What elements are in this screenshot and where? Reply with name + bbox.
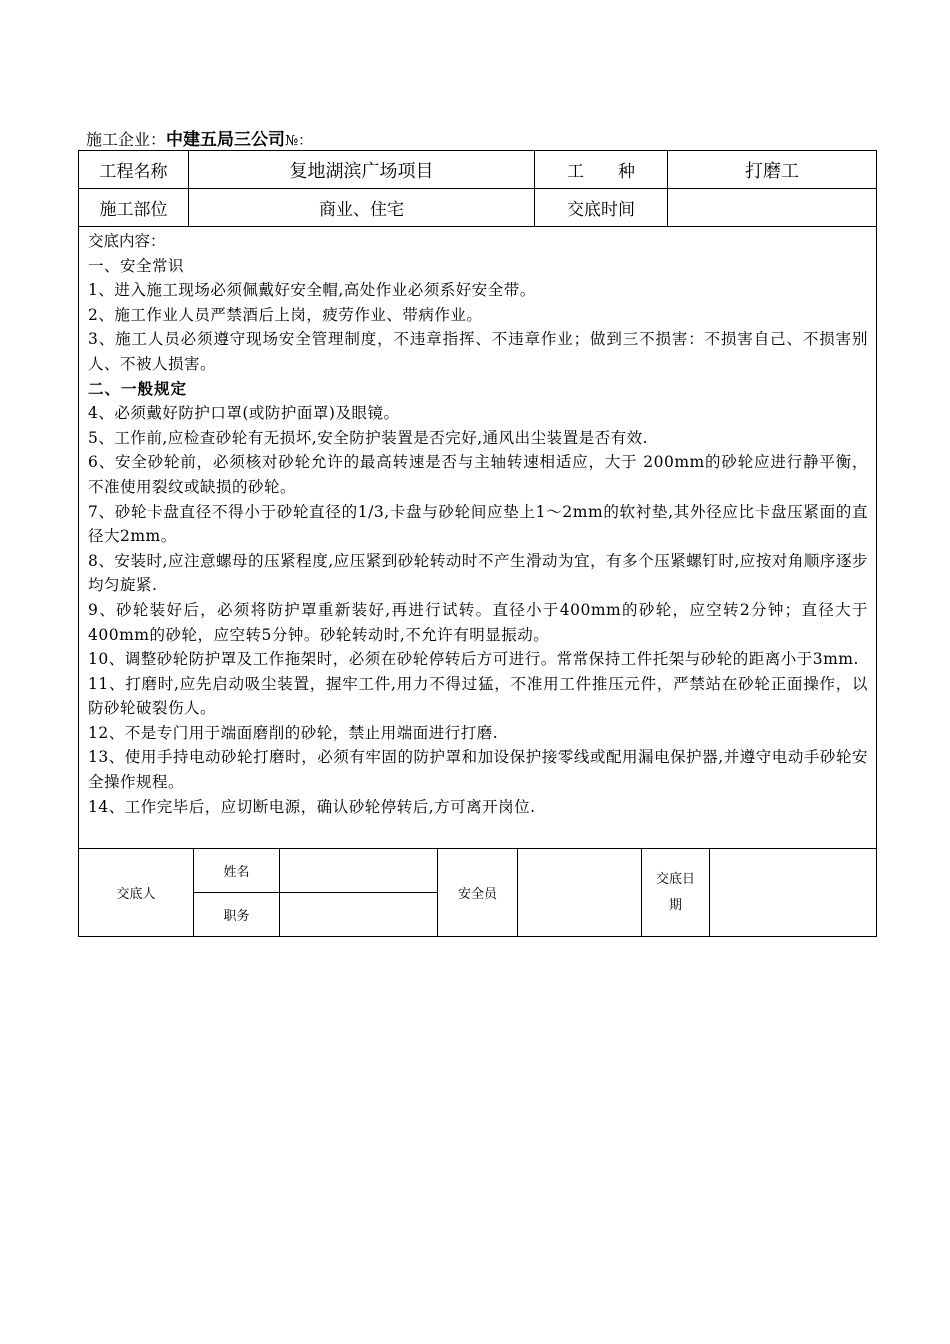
date-label-line-1: 交底日 — [655, 871, 695, 887]
number-label: №： — [285, 133, 313, 149]
signoff-row — [79, 849, 876, 936]
disclosure-time-value — [668, 189, 876, 226]
document-header — [86, 125, 312, 150]
disclosure-content — [79, 227, 876, 849]
project-name-value: 复地湖滨广场项目 — [189, 151, 535, 188]
disclosure-date-label — [642, 849, 710, 936]
content-line: 5、工作前,应检查砂轮有无损坏,安全防护装置是否完好,通风出尘装置是否有效. — [88, 428, 649, 447]
date-label-line-2: 期 — [668, 897, 682, 913]
content-line: 13、使用手持电动砂轮打磨时，必须有牢固的防护罩和加设保护接零线或配用漏电保护器,并遵守电动手砂轮安全操作规程。 — [88, 748, 868, 792]
company-name: 中建五局三公司 — [166, 130, 286, 150]
content-line: 3、施工人员必须遵守现场安全管理制度，不违章指挥、不违章作业；做到三不损害：不损害自己、不损害别人、不被人损害。 — [88, 330, 868, 373]
position-label: 职务 — [223, 909, 250, 924]
trade-value: 打磨工 — [745, 160, 799, 182]
discloser-label: 交底人 — [79, 849, 194, 936]
location-value: 商业、住宅 — [189, 189, 535, 226]
safety-officer-label: 安全员 — [438, 849, 518, 936]
safety-officer-value[interactable] — [518, 849, 642, 936]
content-line: 4、必须戴好防护口罩(或防护面罩)及眼镜。 — [88, 404, 400, 423]
trade-label: 工 种 — [535, 151, 668, 188]
content-heading: 交底内容： — [88, 232, 166, 250]
content-line: 8、安装时,应注意螺母的压紧程度,应压紧到砂轮转动时不产生滑动为宜，有多个压紧螺钉时,应按对角顺序逐步均匀旋紧. — [88, 551, 868, 595]
disclosure-form — [78, 150, 877, 937]
content-line: 10、调整砂轮防护罩及工作拖架时，必须在砂轮停转后方可进行。常常保持工件托架与砂轮的距离小于3mm. — [88, 650, 859, 669]
info-row-2 — [79, 189, 876, 227]
content-line: 7、砂轮卡盘直径不得小于砂轮直径的1/3,卡盘与砂轮间应垫上1～2mm的软衬垫,其外径应比卡盘压紧面的直径大2mm。 — [88, 502, 868, 546]
company-label: 施工企业： — [86, 130, 167, 149]
content-line: 9、砂轮装好后，必须将防护罩重新装好,再进行试转。直径小于400mm的砂轮，应空转2分钟；直径大于400mm的砂轮，应空转5分钟。砂轮转动时,不允许有明显振动。 — [88, 600, 868, 644]
project-name-label: 工程名称 — [79, 151, 189, 188]
position-value[interactable] — [280, 893, 437, 936]
content-line: 一、安全常识 — [88, 256, 185, 275]
discloser-field-values — [280, 849, 438, 936]
info-row-1 — [79, 151, 876, 189]
content-line: 12、不是专门用于端面磨削的砂轮，禁止用端面进行打磨. — [88, 723, 499, 742]
content-line: 14、工作完毕后，应切断电源，确认砂轮停转后,方可离开岗位. — [88, 797, 536, 816]
content-line: 11、打磨时,应先启动吸尘装置，握牢工件,用力不得过猛，不准用工件推压元件，严禁站在砂轮正面操作，以防砂轮破裂伤人。 — [88, 674, 868, 718]
content-line: 2、施工作业人员严禁酒后上岗，疲劳作业、带病作业。 — [88, 305, 483, 324]
location-label: 施工部位 — [79, 189, 189, 226]
content-line: 1、进入施工现场必须佩戴好安全帽,高处作业必须系好安全带。 — [88, 281, 536, 300]
name-label: 姓名 — [194, 849, 279, 893]
section-heading: 二、一般规定 — [88, 379, 188, 398]
disclosure-date-value[interactable] — [710, 849, 876, 936]
discloser-field-labels — [194, 849, 280, 936]
name-value[interactable] — [280, 849, 437, 893]
content-line: 6、安全砂轮前，必须核对砂轮允许的最高转速是否与主轴转速相适应，大于 200mm的砂轮应进行静平衡，不准使用裂纹或缺损的砂轮。 — [88, 453, 868, 496]
disclosure-time-label: 交底时间 — [535, 189, 668, 226]
